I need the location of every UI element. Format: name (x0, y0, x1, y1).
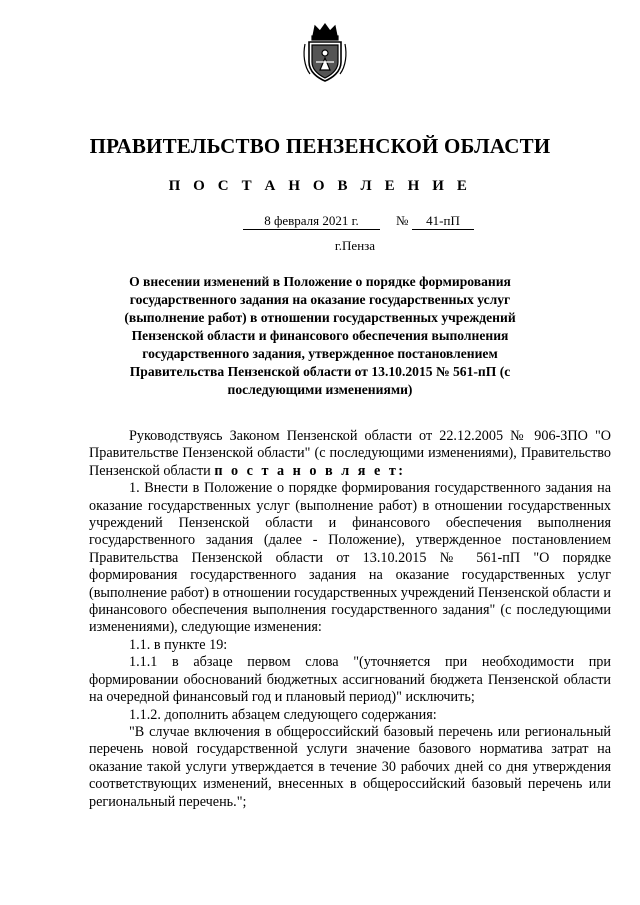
preamble-paragraph (89, 428, 611, 480)
preamble-text: Руководствуясь Законом Пензенской области от 22.12.2005 № 906-ЗПО "О Правительстве Пензенской области" (с последующими изменениями), Правительство Пензенской области (89, 428, 611, 479)
number-label: № (396, 213, 409, 228)
decree-word: п о с т а н о в л я е т: (214, 462, 406, 479)
paragraph-1-1-2: 1.1.2. дополнить абзацем следующего содержания: (129, 706, 437, 723)
decree-number: 41-пП (412, 213, 474, 230)
paragraph-1: 1. Внести в Положение о порядке формирования государственного задания на оказание государственных услуг (выполнение работ) в отношении государственных учреждений Пензенской области и финансового обеспечения выполнения государственного задания (далее - Положение), утвержденное постановлением Правительства Пензенской области от 13.10.2015 № 561-пП "О порядке формирования государственного задания на оказание государственных услуг (выполнение работ) в отношении государственных учреждений Пензенской области и финансового обеспечения выполнения государственного задания" (с последующими изменениями), следующие изменения: (89, 480, 611, 636)
quoted-paragraph: "В случае включения в общероссийский базовый перечень или региональный перечень новой государственной услуги значение базового норматива затрат на оказание такой услуги утверждается в течение 30 рабочих дней со дня утверждения соответствующих изменений, внесенных в общероссийский базовый перечень или региональный перечень."; (89, 723, 611, 810)
document-type: П О С Т А Н О В Л Е Н И Е (168, 178, 472, 194)
city-name: г.Пенза (334, 238, 376, 253)
paragraph-1-1-1: 1.1.1 в абзаце первом слова "(уточняется при необходимости при формировании обоснований бюджетных ассигнований бюджета Пензенской области на очередной финансовый год и плановый период)" исключить; (89, 654, 611, 706)
coat-of-arms-icon (302, 22, 348, 84)
paragraph-1-1: 1.1. в пункте 19: (129, 636, 228, 653)
government-title: ПРАВИТЕЛЬСТВО ПЕНЗЕНСКОЙ ОБЛАСТИ (89, 134, 551, 158)
decree-date: 8 февраля 2021 г. (243, 213, 380, 230)
decree-body (89, 428, 611, 811)
decree-subject: О внесении изменений в Положение о порядке формирования государственного задания на оказание государственных услуг (выполнение работ) в отношении государственных учреждений Пензенской области и финансового обеспечения выполнения государственного задания, утвержденное постановлением Правительства Пензенской области от 13.10.2015 № 561-пП (с последующими изменениями) (124, 274, 516, 397)
